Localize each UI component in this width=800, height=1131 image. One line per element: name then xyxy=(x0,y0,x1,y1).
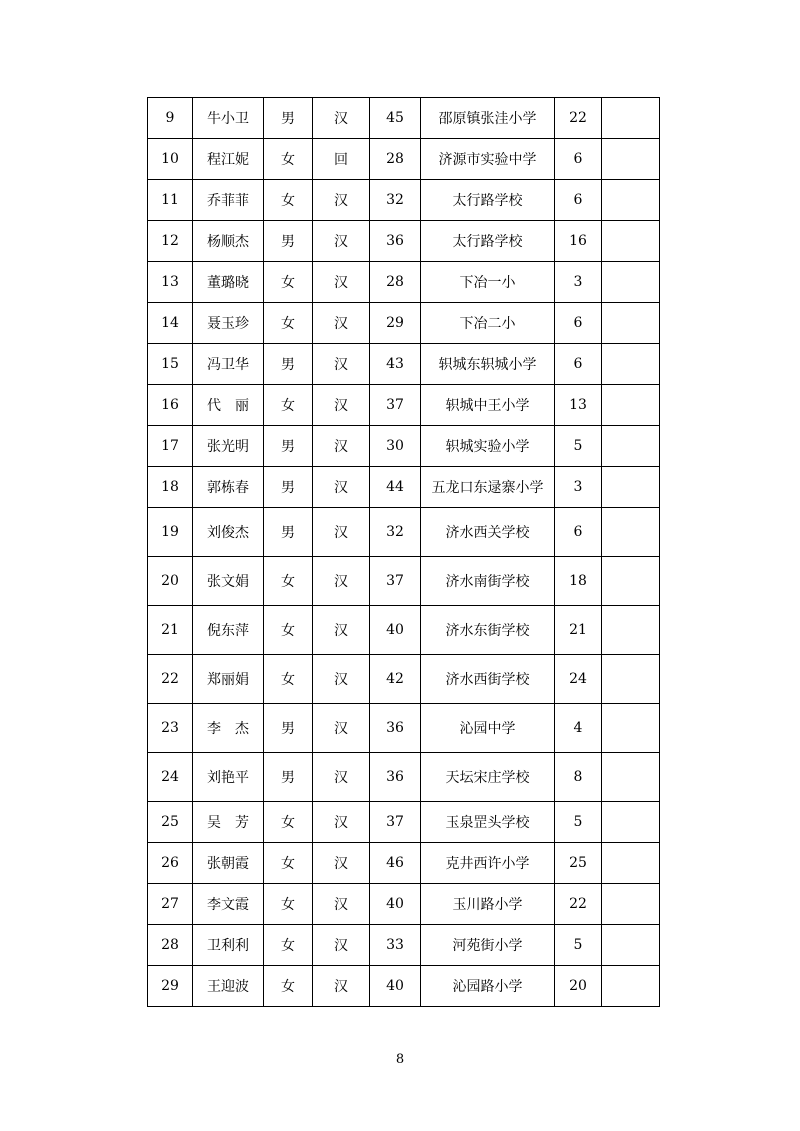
table-cell: 程江妮 xyxy=(193,139,264,180)
table-cell xyxy=(602,753,660,802)
table-cell: 倪东萍 xyxy=(193,606,264,655)
table-cell: 河苑街小学 xyxy=(421,925,555,966)
table-cell: 20 xyxy=(148,557,193,606)
table-cell: 董璐晓 xyxy=(193,262,264,303)
table-cell: 汉 xyxy=(313,557,370,606)
table-cell: 5 xyxy=(555,426,602,467)
table-cell: 22 xyxy=(555,98,602,139)
table-cell: 21 xyxy=(555,606,602,655)
table-cell xyxy=(602,606,660,655)
table-row xyxy=(148,98,660,139)
table-cell: 44 xyxy=(370,467,421,508)
table-cell: 14 xyxy=(148,303,193,344)
table-cell: 6 xyxy=(555,139,602,180)
table-cell: 32 xyxy=(370,180,421,221)
table-cell: 玉泉罡头学校 xyxy=(421,802,555,843)
table-cell: 牛小卫 xyxy=(193,98,264,139)
table-cell: 刘艳平 xyxy=(193,753,264,802)
table-row xyxy=(148,344,660,385)
table-cell: 济水西关学校 xyxy=(421,508,555,557)
table-cell: 40 xyxy=(370,884,421,925)
table-cell: 男 xyxy=(264,98,313,139)
personnel-table xyxy=(147,97,660,1007)
table-cell: 12 xyxy=(148,221,193,262)
table-cell: 天坛宋庄学校 xyxy=(421,753,555,802)
table-cell: 28 xyxy=(370,139,421,180)
table-cell: 轵城东轵城小学 xyxy=(421,344,555,385)
table-cell: 邵原镇张洼小学 xyxy=(421,98,555,139)
table-cell: 济水南街学校 xyxy=(421,557,555,606)
table-cell: 20 xyxy=(555,966,602,1007)
table-cell xyxy=(602,221,660,262)
table-cell: 3 xyxy=(555,467,602,508)
table-cell: 汉 xyxy=(313,385,370,426)
table-cell: 汉 xyxy=(313,802,370,843)
table-cell: 11 xyxy=(148,180,193,221)
table-cell xyxy=(602,139,660,180)
table-cell: 5 xyxy=(555,802,602,843)
table-cell xyxy=(602,966,660,1007)
table-cell: 5 xyxy=(555,925,602,966)
table-cell: 37 xyxy=(370,802,421,843)
table-cell: 太行路学校 xyxy=(421,221,555,262)
page-number: 8 xyxy=(395,1052,405,1067)
table-cell: 27 xyxy=(148,884,193,925)
table-cell: 16 xyxy=(555,221,602,262)
table-cell: 汉 xyxy=(313,606,370,655)
table-cell: 女 xyxy=(264,655,313,704)
table-cell: 37 xyxy=(370,557,421,606)
table-cell: 李文霞 xyxy=(193,884,264,925)
table-cell: 13 xyxy=(148,262,193,303)
table-cell: 汉 xyxy=(313,753,370,802)
table-cell: 24 xyxy=(148,753,193,802)
table-cell: 李 杰 xyxy=(193,704,264,753)
table-cell: 汉 xyxy=(313,262,370,303)
table-cell: 汉 xyxy=(313,966,370,1007)
table-row xyxy=(148,467,660,508)
table-cell xyxy=(602,344,660,385)
table-cell: 乔菲菲 xyxy=(193,180,264,221)
table-cell: 郑丽娟 xyxy=(193,655,264,704)
table-cell: 女 xyxy=(264,966,313,1007)
table-row xyxy=(148,139,660,180)
table-cell: 25 xyxy=(555,843,602,884)
table-cell: 克井西许小学 xyxy=(421,843,555,884)
table-cell: 代 丽 xyxy=(193,385,264,426)
table-cell: 回 xyxy=(313,139,370,180)
table-cell xyxy=(602,426,660,467)
table-cell: 汉 xyxy=(313,221,370,262)
table-cell: 冯卫华 xyxy=(193,344,264,385)
table-cell: 郭栋春 xyxy=(193,467,264,508)
table-cell: 6 xyxy=(555,180,602,221)
table-cell: 22 xyxy=(555,884,602,925)
table-cell: 汉 xyxy=(313,884,370,925)
table-cell: 13 xyxy=(555,385,602,426)
table-cell: 女 xyxy=(264,884,313,925)
table-cell: 40 xyxy=(370,966,421,1007)
table-cell: 30 xyxy=(370,426,421,467)
table-cell: 汉 xyxy=(313,344,370,385)
table-row xyxy=(148,221,660,262)
table-cell: 6 xyxy=(555,303,602,344)
table-cell: 36 xyxy=(370,704,421,753)
table-cell: 汉 xyxy=(313,925,370,966)
table-cell: 王迎波 xyxy=(193,966,264,1007)
table-cell: 汉 xyxy=(313,98,370,139)
table-cell: 男 xyxy=(264,344,313,385)
table-row xyxy=(148,655,660,704)
table-cell: 6 xyxy=(555,508,602,557)
table-cell: 26 xyxy=(148,843,193,884)
table-cell: 女 xyxy=(264,180,313,221)
table-cell: 女 xyxy=(264,606,313,655)
table-row xyxy=(148,426,660,467)
table-cell: 女 xyxy=(264,385,313,426)
table-row xyxy=(148,385,660,426)
table-cell: 男 xyxy=(264,426,313,467)
table-cell: 济源市实验中学 xyxy=(421,139,555,180)
table-cell: 女 xyxy=(264,557,313,606)
table-cell: 聂玉珍 xyxy=(193,303,264,344)
table-cell xyxy=(602,925,660,966)
table-cell xyxy=(602,467,660,508)
table-row xyxy=(148,303,660,344)
table-cell xyxy=(602,704,660,753)
table-cell: 43 xyxy=(370,344,421,385)
table-cell: 刘俊杰 xyxy=(193,508,264,557)
table-cell xyxy=(602,180,660,221)
personnel-table-body xyxy=(148,98,660,1007)
table-cell: 女 xyxy=(264,139,313,180)
table-cell: 24 xyxy=(555,655,602,704)
table-cell: 15 xyxy=(148,344,193,385)
table-row xyxy=(148,753,660,802)
table-cell: 23 xyxy=(148,704,193,753)
table-cell: 16 xyxy=(148,385,193,426)
table-row xyxy=(148,508,660,557)
table-row xyxy=(148,966,660,1007)
table-cell: 汉 xyxy=(313,655,370,704)
table-row xyxy=(148,704,660,753)
table-cell: 汉 xyxy=(313,508,370,557)
table-cell xyxy=(602,262,660,303)
table-cell: 卫利利 xyxy=(193,925,264,966)
table-cell: 9 xyxy=(148,98,193,139)
table-cell: 汉 xyxy=(313,843,370,884)
table-cell: 19 xyxy=(148,508,193,557)
table-cell: 汉 xyxy=(313,180,370,221)
table-row xyxy=(148,925,660,966)
table-cell: 女 xyxy=(264,303,313,344)
table-cell: 男 xyxy=(264,467,313,508)
table-cell: 男 xyxy=(264,508,313,557)
table-cell: 18 xyxy=(555,557,602,606)
table-row xyxy=(148,884,660,925)
table-cell: 8 xyxy=(555,753,602,802)
table-cell: 吴 芳 xyxy=(193,802,264,843)
table-cell: 济水东街学校 xyxy=(421,606,555,655)
table-cell: 21 xyxy=(148,606,193,655)
table-cell xyxy=(602,508,660,557)
table-row xyxy=(148,843,660,884)
table-cell xyxy=(602,385,660,426)
table-cell xyxy=(602,884,660,925)
table-cell: 沁园路小学 xyxy=(421,966,555,1007)
table-cell: 张光明 xyxy=(193,426,264,467)
table-cell: 3 xyxy=(555,262,602,303)
table-cell: 22 xyxy=(148,655,193,704)
table-cell: 32 xyxy=(370,508,421,557)
table-cell xyxy=(602,557,660,606)
table-cell: 36 xyxy=(370,753,421,802)
table-cell: 轵城中王小学 xyxy=(421,385,555,426)
table-cell: 轵城实验小学 xyxy=(421,426,555,467)
table-row xyxy=(148,802,660,843)
table-row xyxy=(148,262,660,303)
table-cell: 17 xyxy=(148,426,193,467)
table-cell: 张朝霞 xyxy=(193,843,264,884)
table-row xyxy=(148,557,660,606)
table-cell: 男 xyxy=(264,753,313,802)
table-cell: 28 xyxy=(370,262,421,303)
table-cell: 40 xyxy=(370,606,421,655)
table-cell: 济水西街学校 xyxy=(421,655,555,704)
table-cell xyxy=(602,802,660,843)
table-cell: 杨顺杰 xyxy=(193,221,264,262)
table-row xyxy=(148,606,660,655)
table-cell: 下冶一小 xyxy=(421,262,555,303)
table-cell: 18 xyxy=(148,467,193,508)
table-cell: 女 xyxy=(264,925,313,966)
table-cell: 4 xyxy=(555,704,602,753)
table-cell: 女 xyxy=(264,802,313,843)
table-cell: 五龙口东逯寨小学 xyxy=(421,467,555,508)
table-cell: 42 xyxy=(370,655,421,704)
table-cell: 男 xyxy=(264,221,313,262)
table-cell xyxy=(602,655,660,704)
table-cell: 女 xyxy=(264,843,313,884)
table-cell: 33 xyxy=(370,925,421,966)
table-cell: 37 xyxy=(370,385,421,426)
table-cell: 玉川路小学 xyxy=(421,884,555,925)
table-cell xyxy=(602,843,660,884)
table-cell: 男 xyxy=(264,704,313,753)
table-cell: 28 xyxy=(148,925,193,966)
table-cell: 汉 xyxy=(313,467,370,508)
table-cell: 25 xyxy=(148,802,193,843)
table-cell: 汉 xyxy=(313,426,370,467)
table-cell: 29 xyxy=(148,966,193,1007)
table-cell: 46 xyxy=(370,843,421,884)
table-cell: 29 xyxy=(370,303,421,344)
table-row xyxy=(148,180,660,221)
table-cell xyxy=(602,303,660,344)
table-cell: 36 xyxy=(370,221,421,262)
table-cell: 10 xyxy=(148,139,193,180)
table-cell: 女 xyxy=(264,262,313,303)
table-cell: 张文娟 xyxy=(193,557,264,606)
table-cell xyxy=(602,98,660,139)
table-cell: 汉 xyxy=(313,704,370,753)
table-cell: 沁园中学 xyxy=(421,704,555,753)
table-cell: 太行路学校 xyxy=(421,180,555,221)
table-cell: 45 xyxy=(370,98,421,139)
table-cell: 汉 xyxy=(313,303,370,344)
table-cell: 下冶二小 xyxy=(421,303,555,344)
table-cell: 6 xyxy=(555,344,602,385)
